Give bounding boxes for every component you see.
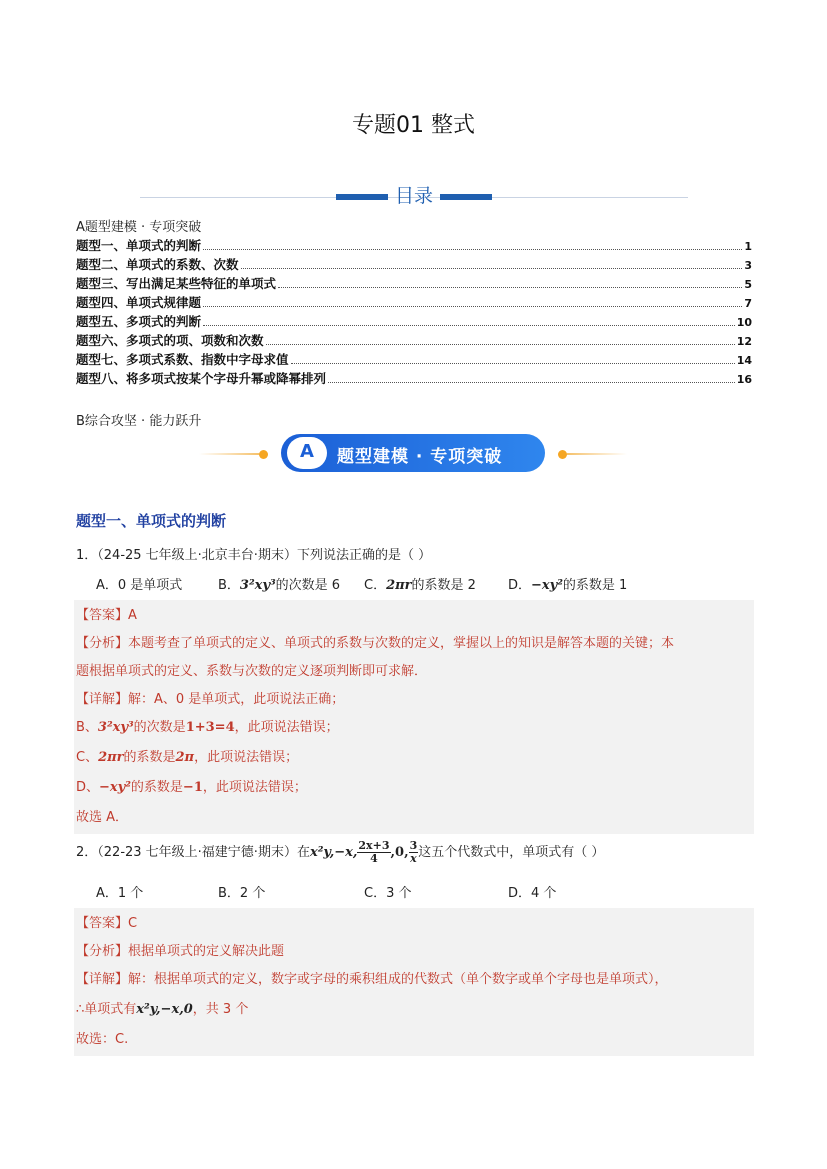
q2-detail-line2	[76, 998, 248, 1017]
q1-detail-c-value: 2π	[175, 750, 195, 765]
q2-detail-2-expr: x²y,−x,0	[136, 1002, 193, 1017]
q2-answer-block	[74, 908, 754, 1056]
toc-entry-label: 题型四、单项式规律题	[76, 295, 202, 310]
q2-detail-line1: 【详解】解：根据单项式的定义，数字或字母的乘积组成的代数式（单个数字或单个字母也是单项式），	[76, 972, 668, 987]
toc-entry[interactable]	[76, 331, 752, 350]
banner-line-left	[199, 453, 259, 455]
q1-conclusion: 故选 A．	[76, 810, 129, 825]
q2-analysis: 【分析】根据单项式的定义解决此题	[76, 944, 285, 959]
toc-entry-label: 题型七、多项式系数、指数中字母求值	[76, 352, 289, 367]
toc-entry-page: 10	[736, 316, 752, 329]
q1-option-c-letter: C．	[364, 578, 387, 593]
type1-heading: 题型一、单项式的判断	[76, 512, 227, 530]
toc-leader-dots	[241, 268, 743, 269]
toc-entry[interactable]	[76, 255, 752, 274]
q1-detail-d-mid: 的系数是	[130, 780, 183, 795]
table-of-contents	[76, 236, 752, 388]
toc-entry[interactable]	[76, 274, 752, 293]
toc-leader-dots	[266, 344, 735, 345]
banner-badge-letter: A	[300, 441, 314, 462]
toc-leader-dots	[203, 306, 742, 307]
q1-option-c	[364, 574, 476, 593]
q1-analysis-line1: 【分析】本题考查了单项式的定义、单项式的系数与次数的定义，掌握以上的知识是解答本题的关键；本	[76, 636, 675, 651]
toc-entry-label: 题型二、单项式的系数、次数	[76, 257, 239, 272]
q1-option-b-expr: 3²xy³	[239, 578, 276, 593]
toc-entry-label: 题型六、多项式的项、项数和次数	[76, 333, 264, 348]
q1-answer: 【答案】A	[76, 608, 137, 623]
q1-detail-d-letter: D、	[76, 780, 100, 795]
q1-detail-c-expr: 2πr	[98, 750, 124, 765]
toc-leader-dots	[203, 249, 742, 250]
section-banner	[199, 433, 627, 473]
q2-option-a: A．1 个	[96, 886, 144, 901]
toc-entry-page: 3	[744, 259, 752, 272]
toc-entry[interactable]	[76, 293, 752, 312]
section-a-label: A题型建模 · 专项突破	[76, 220, 202, 235]
banner-line-right	[567, 453, 627, 455]
q1-detail-b	[76, 716, 339, 735]
q1-option-d	[508, 574, 627, 593]
q2-answer: 【答案】C	[76, 916, 138, 931]
q1-stem: 1．（24-25 七年级上·北京丰台·期末）下列说法正确的是（ ）	[76, 548, 432, 563]
toc-leader-dots	[203, 325, 735, 326]
toc-leader-dots	[328, 382, 735, 383]
toc-entry-page: 1	[744, 240, 752, 253]
toc-leader-dots	[278, 287, 742, 288]
q2-fraction-2	[409, 840, 419, 865]
toc-entry-label: 题型三、写出满足某些特征的单项式	[76, 276, 277, 291]
toc-entry[interactable]	[76, 369, 752, 388]
page-title: 专题01 整式	[352, 113, 475, 138]
q2-conclusion: 故选：C.	[76, 1032, 129, 1047]
toc-divider-accent-right	[440, 194, 492, 200]
q1-option-d-expr: −xy²	[531, 578, 563, 593]
q2-stem-prefix: 2．（22-23 七年级上·福建宁德·期末）在	[76, 845, 310, 860]
q1-detail-c	[76, 746, 298, 765]
q1-option-b-letter: B．	[218, 578, 240, 593]
q2-fraction-2-numerator: 3	[409, 839, 418, 852]
q1-detail-line1: 【详解】解：A、0 是单项式，此项说法正确；	[76, 692, 345, 707]
q1-option-b	[218, 574, 340, 593]
q1-detail-b-value: 1+3=4	[185, 720, 235, 735]
q2-fraction-1	[357, 840, 390, 865]
section-b-label: B综合攻坚 · 能力跃升	[76, 414, 202, 429]
toc-entry[interactable]	[76, 236, 752, 255]
q1-option-a: A．0 是单项式	[96, 578, 183, 593]
q2-option-d: D．4 个	[508, 886, 557, 901]
toc-entry-label: 题型八、将多项式按某个字母升幂或降幂排列	[76, 371, 327, 386]
q1-detail-b-text: ，此项说法错误；	[234, 720, 339, 735]
q1-detail-d-expr: −xy²	[99, 780, 131, 795]
banner-dot-left	[259, 450, 268, 459]
q2-stem	[76, 840, 604, 865]
q1-detail-b-expr: 3²xy³	[97, 720, 134, 735]
banner-text: 题型建模 · 专项突破	[337, 447, 503, 467]
toc-entry-page: 5	[744, 278, 752, 291]
q1-detail-c-letter: C、	[76, 750, 99, 765]
q2-fraction-1-numerator: 2x+3	[358, 839, 390, 852]
q1-option-c-text: 的系数是 2	[411, 578, 476, 593]
q2-stem-expr-a: x²y,−x,	[309, 845, 358, 860]
toc-entry-label: 题型五、多项式的判断	[76, 314, 202, 329]
q2-stem-suffix: 这五个代数式中，单项式有（ ）	[418, 845, 605, 860]
q1-analysis-line2: 题根据单项式的定义、系数与次数的定义逐项判断即可求解．	[76, 664, 428, 679]
q1-option-b-text: 的次数是 6	[275, 578, 341, 593]
toc-entry[interactable]	[76, 350, 752, 369]
q1-option-d-letter: D．	[508, 578, 532, 593]
q2-option-b: B．2 个	[218, 886, 266, 901]
q1-detail-d-text: ，此项说法错误；	[202, 780, 307, 795]
q1-detail-b-mid: 的次数是	[133, 720, 186, 735]
q1-detail-d	[76, 776, 307, 795]
toc-entry-page: 7	[744, 297, 752, 310]
banner-dot-right	[558, 450, 567, 459]
q1-detail-c-text: ，此项说法错误；	[194, 750, 299, 765]
q2-fraction-1-denominator: 4	[370, 852, 378, 865]
toc-heading: 目录	[394, 185, 433, 207]
toc-entry-page: 16	[736, 373, 752, 386]
toc-divider-accent-left	[336, 194, 388, 200]
q1-answer-block	[74, 600, 754, 834]
q1-detail-c-mid: 的系数是	[123, 750, 176, 765]
toc-entry-page: 14	[736, 354, 752, 367]
q1-option-c-expr: 2πr	[386, 578, 412, 593]
q1-detail-b-letter: B、	[76, 720, 98, 735]
q1-detail-d-value: −1	[182, 780, 203, 795]
toc-entry-page: 12	[736, 335, 752, 348]
toc-heading-bar	[140, 183, 688, 207]
toc-entry-label: 题型一、单项式的判断	[76, 238, 202, 253]
q2-fraction-2-denominator: x	[410, 852, 417, 865]
q2-option-c: C．3 个	[364, 886, 412, 901]
toc-leader-dots	[291, 363, 735, 364]
q1-option-d-text: 的系数是 1	[562, 578, 628, 593]
toc-entry[interactable]	[76, 312, 752, 331]
q2-detail-2-prefix: ∴单项式有	[76, 1002, 137, 1017]
q2-detail-2-suffix: ，共 3 个	[192, 1002, 249, 1017]
q2-stem-expr-b: ,0,	[390, 845, 409, 860]
